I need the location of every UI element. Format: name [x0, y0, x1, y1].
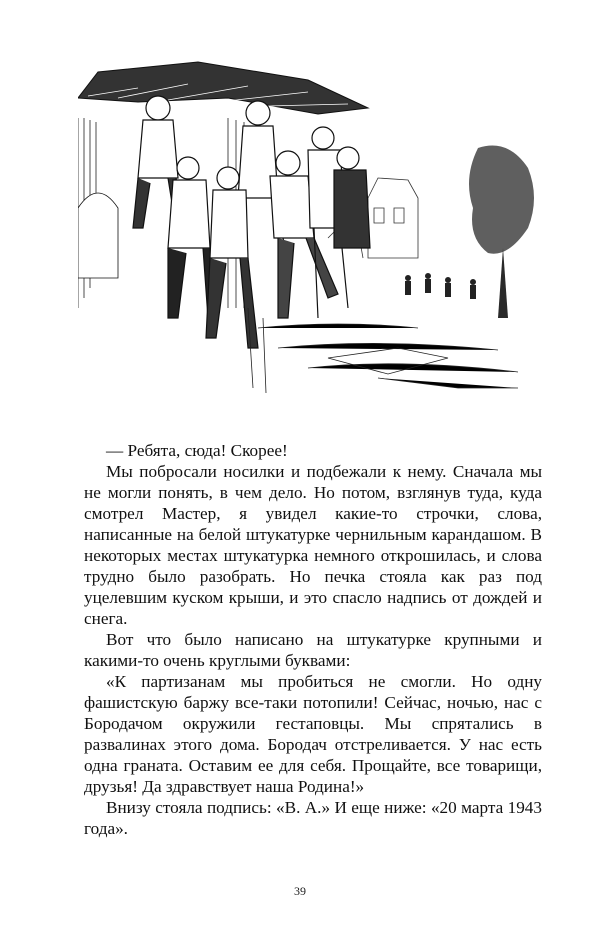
distant-people [405, 273, 476, 299]
ground-lines [248, 308, 518, 393]
body-text [84, 440, 542, 839]
tree [469, 146, 534, 319]
paragraph-2: Мы побросали носилки и подбежали к нему. Сначала мы не могли понять, в чем дело. Но потом, взглянув туда, куда смотрел Мастер, я увидел какие-то строчки, слова, написанные на белой штукатурке чернильным карандашом. В некоторых местах штукатурка немного открошилась, и слова трудно было разобрать. Но печка стояла как раз под уцелевшим куском крыши, и это спасло надпись от дождей и снега. [84, 462, 542, 628]
roof-shape [78, 62, 368, 114]
children-figures [133, 96, 370, 348]
page-number: 39 [294, 884, 306, 898]
book-illustration-children-at-wall [78, 58, 540, 408]
paragraph-5: Внизу стояла подпись: «В. А.» И еще ниже: «20 марта 1943 года». [84, 798, 542, 838]
paragraph-3: Вот что было написано на штукатурке крупными и какими-то очень круглыми буквами: [84, 630, 542, 670]
paragraph-1: — Ребята, сюда! Скорее! [106, 441, 288, 460]
paragraph-4: «К партизанам мы пробиться не смогли. Но одну фашистскую баржу все-таки потопили! Сейчас, ночью, нас с Бородачом окружили гестаповцы. Мы спрятались в развалинах этого дома. Бородач отстреливается. У нас есть одна граната. Оставим ее для себя. Прощайте, все товарищи, друзья! Да здравствует наша Родина!» [84, 672, 542, 796]
